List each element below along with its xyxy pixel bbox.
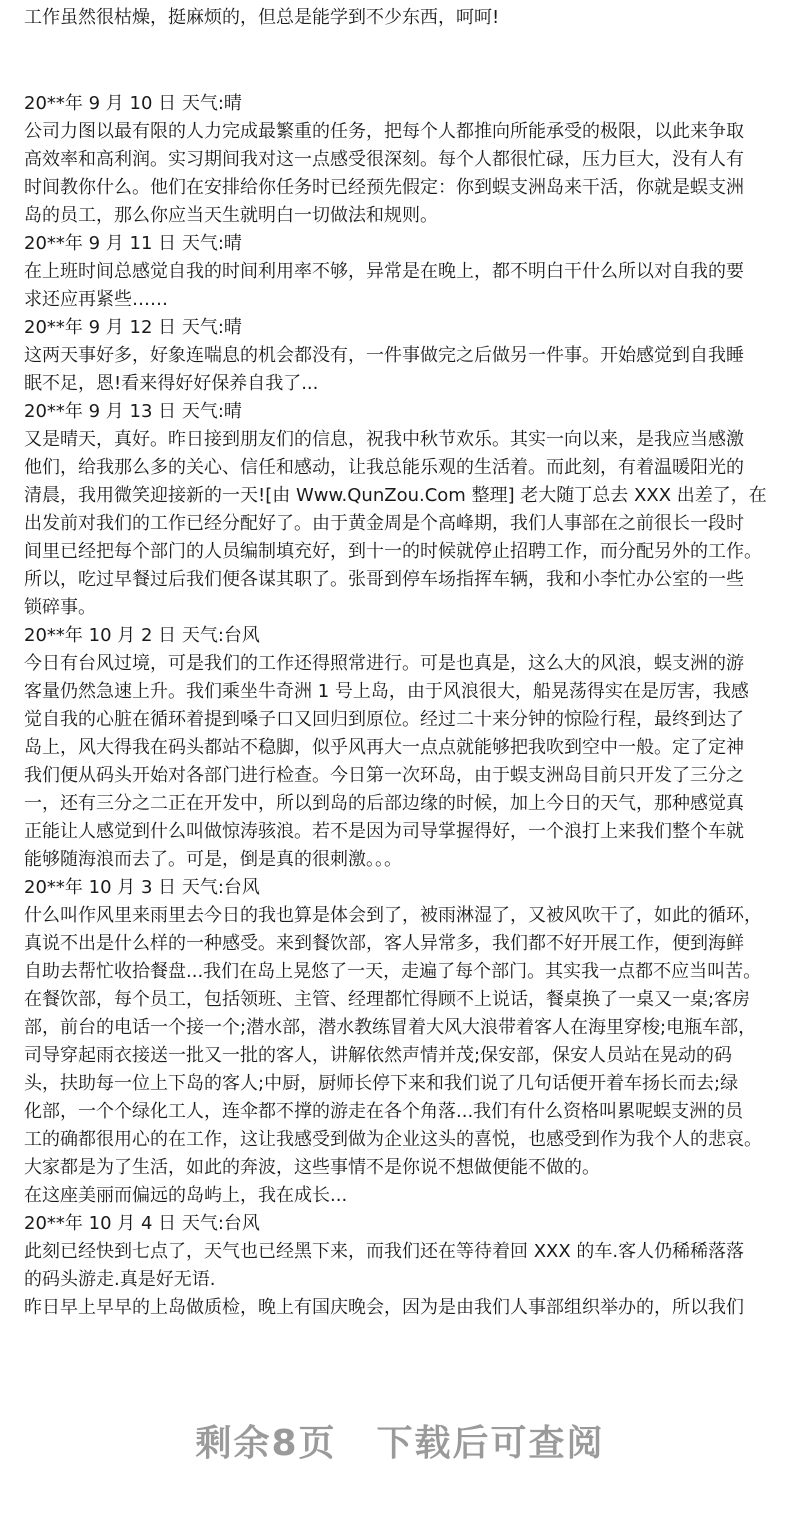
text-line: 今日有台风过境，可是我们的工作还得照常进行。可是也真是，这么大的风浪，蜈支洲的游 [24,653,744,674]
text-line: 锁碎事。 [24,597,96,618]
paragraph-gap [24,32,784,90]
date-heading: 20**年 10 月 2 日 天气:台风 [24,625,260,646]
text-line: 求还应再紧些…… [24,289,168,310]
date-heading: 20**年 10 月 4 日 天气:台风 [24,1213,260,1234]
download-banner[interactable] [0,1415,800,1466]
text-line: 时间教你什么。他们在安排给你任务时已经预先假定：你到蜈支洲岛来干活，你就是蜈支洲 [24,177,744,198]
text-line: 部，前台的电话一个接一个;潜水部，潜水教练冒着大风大浪带着客人在海里穿梭;电瓶车部， [24,1017,757,1038]
text-line: 岛的员工，那么你应当天生就明白一切做法和规则。 [24,205,438,226]
text-line: 在上班时间总感觉自我的时间利用率不够，异常是在晚上，都不明白干什么所以对自我的要 [24,261,744,282]
text-line: 公司力图以最有限的人力完成最繁重的任务，把每个人都推向所能承受的极限，以此来争取 [24,121,744,142]
text-line: 大家都是为了生活，如此的奔波，这些事情不是你说不想做便能不做的。 [24,1157,600,1178]
text-line: 我们便从码头开始对各部门进行检查。今日第一次环岛，由于蜈支洲岛目前只开发了三分之 [24,765,744,786]
text-line: 眠不足，恩!看来得好好保养自我了... [24,373,319,394]
text-line: 司导穿起雨衣接送一批又一批的客人，讲解依然声情并茂;保安部，保安人员站在晃动的码 [24,1045,733,1066]
date-heading: 20**年 9 月 12 日 天气:晴 [24,317,242,338]
text-line: 清晨，我用微笑迎接新的一天![由 Www.QunZou.Com 整理] 老大随丁总去 XXX 出差了，在 [24,485,767,506]
date-heading: 20**年 9 月 13 日 天气:晴 [24,401,242,422]
text-line: 间里已经把每个部门的人员编制填充好，到十一的时候就停止招聘工作，而分配另外的工作。 [24,541,762,562]
text-line: 他们，给我那么多的关心、信任和感动，让我总能乐观的生活着。而此刻，有着温暖阳光的 [24,457,744,478]
text-line: 什么叫作风里来雨里去今日的我也算是体会到了，被雨淋湿了，又被风吹干了，如此的循环， [24,905,762,926]
text-line: 在这座美丽而偏远的岛屿上，我在成长... [24,1185,348,1206]
text-line: 在餐饮部，每个员工，包括领班、主管、经理都忙得顾不上说话，餐桌换了一桌又一桌;客房 [24,989,751,1010]
text-line: 此刻已经快到七点了，天气也已经黑下来，而我们还在等待着回 XXX 的车.客人仍稀稀落落 [24,1241,745,1262]
text-line: 又是晴天，真好。昨日接到朋友们的信息，祝我中秋节欢乐。其实一向以来，是我应当感激 [24,429,744,450]
text-line: 化部，一个个绿化工人，连伞都不撑的游走在各个角落...我们有什么资格叫累呢蜈支洲的员 [24,1101,744,1122]
document-body [24,0,784,1322]
text-line: 高效率和高利润。实习期间我对这一点感受很深刻。每个人都很忙碌，压力巨大，没有人有 [24,149,744,170]
date-heading: 20**年 10 月 3 日 天气:台风 [24,877,260,898]
text-line: 所以，吃过早餐过后我们便各谋其职了。张哥到停车场指挥车辆，我和小李忙办公室的一些 [24,569,744,590]
text-line: 觉自我的心脏在循环着提到嗓子口又回归到原位。经过二十来分钟的惊险行程，最终到达了 [24,709,744,730]
text-line: 客量仍然急速上升。我们乘坐牛奇洲 1 号上岛，由于风浪很大，船晃荡得实在是厉害，我感 [24,681,749,702]
text-line: 的码头游走.真是好无语. [24,1269,216,1290]
text-line: 昨日早上早早的上岛做质检，晚上有国庆晚会，因为是由我们人事部组织举办的，所以我们 [24,1297,744,1318]
text-line: 自助去帮忙收拾餐盘...我们在岛上晃悠了一天，走遍了每个部门。其实我一点都不应当叫苦。 [24,961,762,982]
text-line: 工作虽然很枯燥，挺麻烦的，但总是能学到不少东西，呵呵! [24,7,500,28]
text-line: 真说不出是什么样的一种感受。来到餐饮部，客人异常多，我们都不好开展工作，便到海鲜 [24,933,744,954]
text-line: 工的确都很用心的在工作，这让我感受到做为企业这头的喜悦，也感受到作为我个人的悲哀。 [24,1129,762,1150]
text-line: 头，扶助每一位上下岛的客人;中厨，厨师长停下来和我们说了几句话便开着车扬长而去;绿 [24,1073,739,1094]
text-line: 出发前对我们的工作已经分配好了。由于黄金周是个高峰期，我们人事部在之前很长一段时 [24,513,744,534]
text-line: 一，还有三分之二正在开发中，所以到岛的后部边缘的时候，加上今日的天气，那种感觉真 [24,793,744,814]
date-heading: 20**年 9 月 10 日 天气:晴 [24,93,242,114]
date-heading: 20**年 9 月 11 日 天气:晴 [24,233,242,254]
download-to-view-link[interactable]: 下载后可查阅 [376,1423,605,1464]
remaining-pages-label: 剩余8页 [195,1423,337,1464]
text-line: 这两天事好多，好象连喘息的机会都没有，一件事做完之后做另一件事。开始感觉到自我睡 [24,345,744,366]
text-line: 能够随海浪而去了。可是，倒是真的很刺激。。。 [24,849,402,870]
text-line: 岛上，风大得我在码头都站不稳脚，似乎风再大一点点就能够把我吹到空中一般。定了定神 [24,737,744,758]
text-line: 正能让人感觉到什么叫做惊涛骇浪。若不是因为司导掌握得好，一个浪打上来我们整个车就 [24,821,744,842]
